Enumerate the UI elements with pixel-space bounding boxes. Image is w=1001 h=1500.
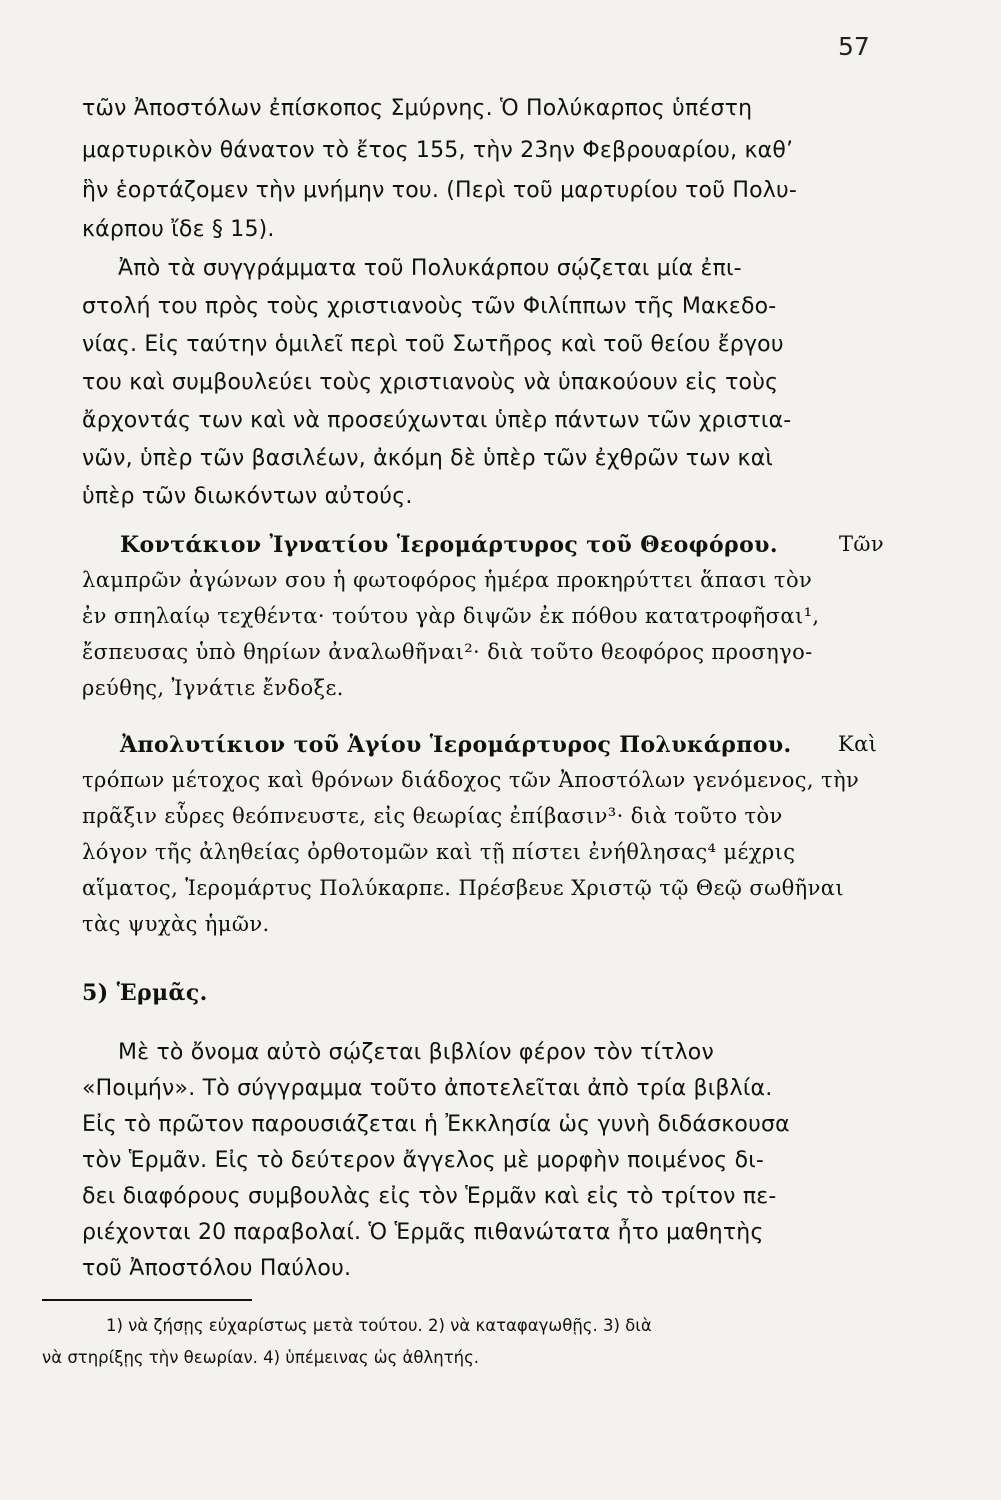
text-line: Μὲ τὸ ὄνομα αὐτὸ σῴζεται βιβλίον φέρον τὸν τίτλον	[118, 1040, 714, 1065]
section-heading: Κοντάκιον Ἰγνατίου Ἱερομάρτυρος τοῦ Θεοφόρου.	[120, 532, 778, 558]
section-heading: Ἀπολυτίκιον τοῦ Ἁγίου Ἱερομάρτυρος Πολυκάρπου.	[120, 732, 792, 758]
text-line: ὑπὲρ τῶν διωκόντων αὐτούς.	[82, 484, 413, 509]
text-line: τὰς ψυχὰς ἡμῶν.	[82, 912, 270, 936]
text-line: δει διαφόρους συμβουλὰς εἰς τὸν Ἑρμᾶν καὶ εἰς τὸ τρίτον πε-	[82, 1184, 777, 1209]
text-line: λόγον τῆς ἀληθείας ὀρθοτομῶν καὶ τῇ πίστει ἐνήθλησας⁴ μέχρις	[82, 840, 796, 864]
text-line: στολή του πρὸς τοὺς χριστιανοὺς τῶν Φιλίππων τῆς Μακεδο-	[82, 294, 777, 319]
text-line: νῶν, ὑπὲρ τῶν βασιλέων, ἀκόμη δὲ ὑπὲρ τῶν ἐχθρῶν των καὶ	[82, 446, 774, 471]
footnote-divider	[42, 1299, 252, 1301]
text-line: ἄρχοντάς των καὶ νὰ προσεύχωνται ὑπὲρ πάντων τῶν χριστια-	[82, 408, 792, 433]
text-line: Καὶ	[838, 732, 878, 756]
text-line: ρεύθης, Ἰγνάτιε ἔνδοξε.	[82, 676, 344, 700]
text-line: «Ποιμήν». Τὸ σύγγραμμα τοῦτο ἀποτελεῖται ἀπὸ τρία βιβλία.	[82, 1076, 773, 1101]
text-line: τὸν Ἑρμᾶν. Εἰς τὸ δεύτερον ἄγγελος μὲ μορφὴν ποιμένος δι-	[82, 1148, 765, 1173]
text-line: κάρπου ἴδε § 15).	[82, 217, 275, 242]
text-line: του καὶ συμβουλεύει τοὺς χριστιανοὺς νὰ ὑπακούουν εἰς τοὺς	[82, 370, 779, 395]
section-heading: 5) Ἑρμᾶς.	[82, 980, 208, 1006]
text-line: αἵματος, Ἱερομάρτυς Πολύκαρπε. Πρέσβευε Χριστῷ τῷ Θεῷ σωθῆναι	[82, 876, 845, 900]
text-line: πρᾶξιν εὗρες θεόπνευστε, εἰς θεωρίας ἐπίβασιν³· διὰ τοῦτο τὸν	[82, 804, 783, 828]
text-line: λαμπρῶν ἀγώνων σου ἡ φωτοφόρος ἡμέρα προκηρύττει ἅπασι τὸν	[82, 568, 813, 592]
footnote-line: 1) νὰ ζήσῃς εὐχαρίστως μετὰ τούτου. 2) νὰ καταφαγωθῇς. 3) διὰ	[106, 1316, 652, 1335]
footnote-line: νὰ στηρίξῃς τὴν θεωρίαν. 4) ὑπέμεινας ὡς ἀθλητής.	[42, 1348, 480, 1367]
page-number: 57	[838, 32, 870, 61]
text-line: ἐν σπηλαίῳ τεχθέντα· τούτου γὰρ διψῶν ἐκ πόθου κατατροφῆσαι¹,	[82, 604, 820, 628]
text-line: μαρτυρικὸν θάνατον τὸ ἔτος 155, τὴν 23ην Φεβρουαρίου, καθ’	[82, 138, 794, 163]
text-line: ἔσπευσας ὑπὸ θηρίων ἀναλωθῆναι²· διὰ τοῦτο θεοφόρος προσηγο-	[82, 640, 813, 664]
text-line: Τῶν	[839, 532, 885, 556]
text-line: ἣν ἑορτάζομεν τὴν μνήμην του. (Περὶ τοῦ μαρτυρίου τοῦ Πολυ-	[82, 178, 798, 203]
text-line: τῶν Ἀποστόλων ἐπίσκοπος Σμύρνης. Ὁ Πολύκαρπος ὑπέστη	[82, 96, 753, 121]
text-line: Ἀπὸ τὰ συγγράμματα τοῦ Πολυκάρπου σῴζεται μία ἐπι-	[118, 256, 742, 281]
text-line: ριέχονται 20 παραβολαί. Ὁ Ἑρμᾶς πιθανώτατα ἦτο μαθητὴς	[82, 1220, 764, 1245]
text-line: τοῦ Ἀποστόλου Παύλου.	[82, 1256, 352, 1281]
text-line: νίας. Εἰς ταύτην ὁμιλεῖ περὶ τοῦ Σωτῆρος καὶ τοῦ θείου ἔργου	[82, 332, 784, 357]
text-line: Εἰς τὸ πρῶτον παρουσιάζεται ἡ Ἐκκλησία ὡς γυνὴ διδάσκουσα	[82, 1112, 790, 1137]
text-line: τρόπων μέτοχος καὶ θρόνων διάδοχος τῶν Ἀποστόλων γενόμενος, τὴν	[82, 768, 860, 792]
